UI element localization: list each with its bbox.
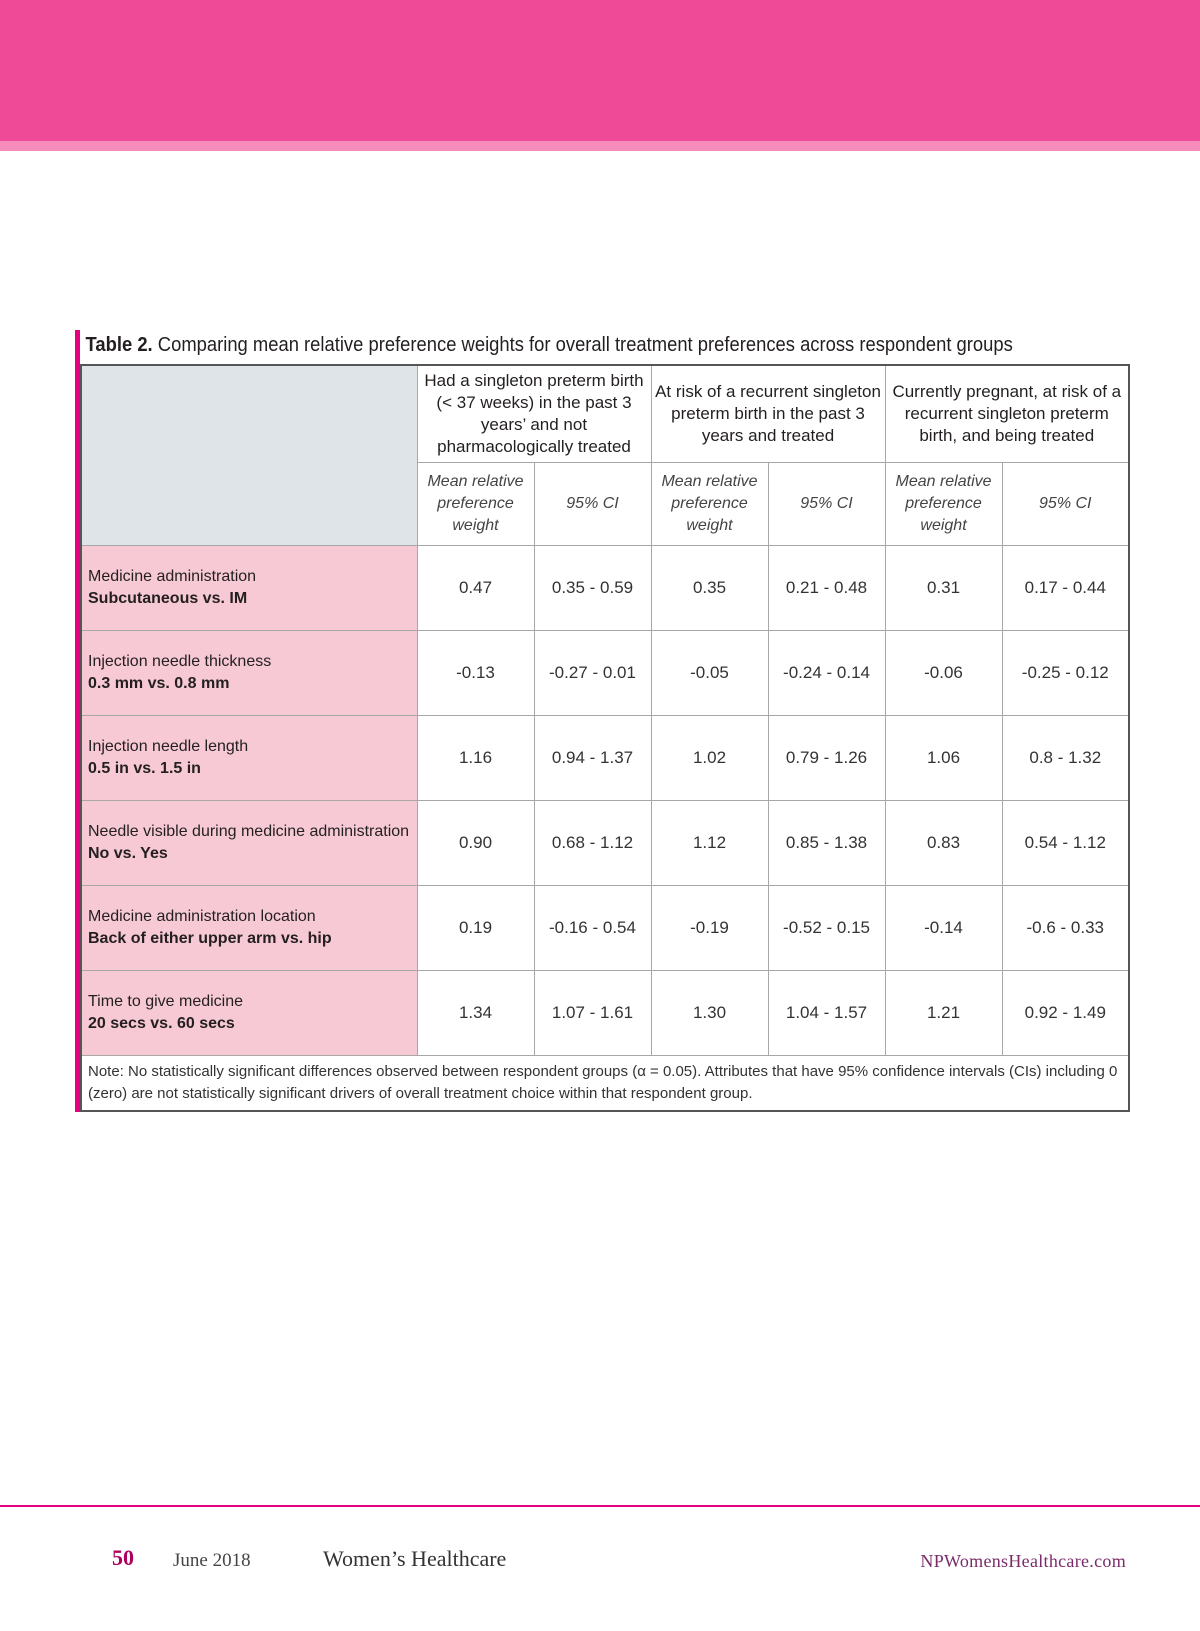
mean-weight-cell: -0.06 (885, 631, 1002, 716)
subheader-ci: 95% CI (534, 463, 651, 546)
table-note: Note: No statistically significant differences observed between respondent groups (α = 0.05). Attributes that have 95% confidence intervals (CIs) including 0 (zero) are not statistically significant drivers of overall treatment choice within that respondent group. (81, 1056, 1129, 1112)
group-header: At risk of a recurrent singleton preterm birth in the past 3 years and treated (651, 365, 885, 463)
table-row (81, 971, 1129, 1056)
ci-cell: -0.52 - 0.15 (768, 886, 885, 971)
table-caption-text: Comparing mean relative preference weights for overall treatment preferences across respondent groups (157, 334, 1013, 356)
mean-weight-cell: -0.13 (417, 631, 534, 716)
row-label (81, 801, 417, 886)
data-table (80, 364, 1130, 1112)
mean-weight-cell: 1.30 (651, 971, 768, 1056)
row-label (81, 886, 417, 971)
header-corner (81, 365, 417, 546)
mean-weight-cell: 1.16 (417, 716, 534, 801)
ci-cell: 0.68 - 1.12 (534, 801, 651, 886)
mean-weight-cell: 0.31 (885, 546, 1002, 631)
note-row (81, 1056, 1129, 1112)
mean-weight-cell: 1.06 (885, 716, 1002, 801)
mean-weight-cell: 1.21 (885, 971, 1002, 1056)
attribute-levels: 20 secs vs. 60 secs (88, 1015, 235, 1032)
ci-cell: -0.6 - 0.33 (1002, 886, 1129, 971)
table-row (81, 886, 1129, 971)
issue-date: June 2018 (173, 1550, 251, 1571)
attribute-name: Time to give medicine (88, 993, 244, 1010)
mean-weight-cell: 1.02 (651, 716, 768, 801)
group-header: Currently pregnant, at risk of a recurrent singleton preterm birth, and being treated (885, 365, 1129, 463)
attribute-name: Medicine administration (88, 568, 257, 585)
table-caption (80, 330, 1048, 364)
attribute-levels: Subcutaneous vs. IM (88, 590, 248, 607)
table-row (81, 801, 1129, 886)
mean-weight-cell: 0.83 (885, 801, 1002, 886)
subheader-mean: Mean relative preference weight (651, 463, 768, 546)
mean-weight-cell: -0.19 (651, 886, 768, 971)
ci-cell: 0.8 - 1.32 (1002, 716, 1129, 801)
ci-cell: -0.16 - 0.54 (534, 886, 651, 971)
ci-cell: 0.79 - 1.26 (768, 716, 885, 801)
subheader-ci: 95% CI (1002, 463, 1129, 546)
ci-cell: 0.35 - 0.59 (534, 546, 651, 631)
ci-cell: 1.07 - 1.61 (534, 971, 651, 1056)
mean-weight-cell: 0.19 (417, 886, 534, 971)
mean-weight-cell: 0.35 (651, 546, 768, 631)
subheader-ci: 95% CI (768, 463, 885, 546)
attribute-name: Injection needle length (88, 738, 249, 755)
footer-rule (0, 1505, 1200, 1507)
row-label (81, 971, 417, 1056)
ci-cell: 0.17 - 0.44 (1002, 546, 1129, 631)
ci-cell: -0.27 - 0.01 (534, 631, 651, 716)
table-row (81, 716, 1129, 801)
ci-cell: 1.04 - 1.57 (768, 971, 885, 1056)
table-row (81, 546, 1129, 631)
table-block (75, 330, 1132, 1112)
mean-weight-cell: -0.05 (651, 631, 768, 716)
row-label (81, 716, 417, 801)
attribute-name: Injection needle thickness (88, 653, 272, 670)
subheader-mean: Mean relative preference weight (417, 463, 534, 546)
top-banner (0, 0, 1200, 141)
attribute-levels: 0.3 mm vs. 0.8 mm (88, 675, 230, 692)
row-label (81, 631, 417, 716)
table-row (81, 631, 1129, 716)
mean-weight-cell: 1.34 (417, 971, 534, 1056)
mean-weight-cell: 0.47 (417, 546, 534, 631)
journal-name: Women’s Healthcare (323, 1546, 507, 1571)
attribute-name: Needle visible during medicine administration (88, 823, 410, 840)
page-number: 50 (112, 1545, 134, 1570)
group-header-row (81, 365, 1129, 463)
table-caption-label: Table 2. (85, 334, 153, 356)
attribute-levels: 0.5 in vs. 1.5 in (88, 760, 201, 777)
group-header: Had a singleton preterm birth (< 37 weeks) in the past 3 years’ and not pharmacologically treated (417, 365, 651, 463)
attribute-levels: Back of either upper arm vs. hip (88, 930, 332, 947)
mean-weight-cell: 1.12 (651, 801, 768, 886)
ci-cell: -0.24 - 0.14 (768, 631, 885, 716)
attribute-name: Medicine administration location (88, 908, 316, 925)
row-label (81, 546, 417, 631)
ci-cell: 0.85 - 1.38 (768, 801, 885, 886)
ci-cell: -0.25 - 0.12 (1002, 631, 1129, 716)
subheader-mean: Mean relative preference weight (885, 463, 1002, 546)
ci-cell: 0.54 - 1.12 (1002, 801, 1129, 886)
mean-weight-cell: -0.14 (885, 886, 1002, 971)
ci-cell: 0.92 - 1.49 (1002, 971, 1129, 1056)
attribute-levels: No vs. Yes (88, 845, 168, 862)
top-banner-stripe (0, 141, 1200, 151)
ci-cell: 0.21 - 0.48 (768, 546, 885, 631)
mean-weight-cell: 0.90 (417, 801, 534, 886)
website-link[interactable]: NPWomensHealthcare.com (920, 1551, 1126, 1571)
ci-cell: 0.94 - 1.37 (534, 716, 651, 801)
